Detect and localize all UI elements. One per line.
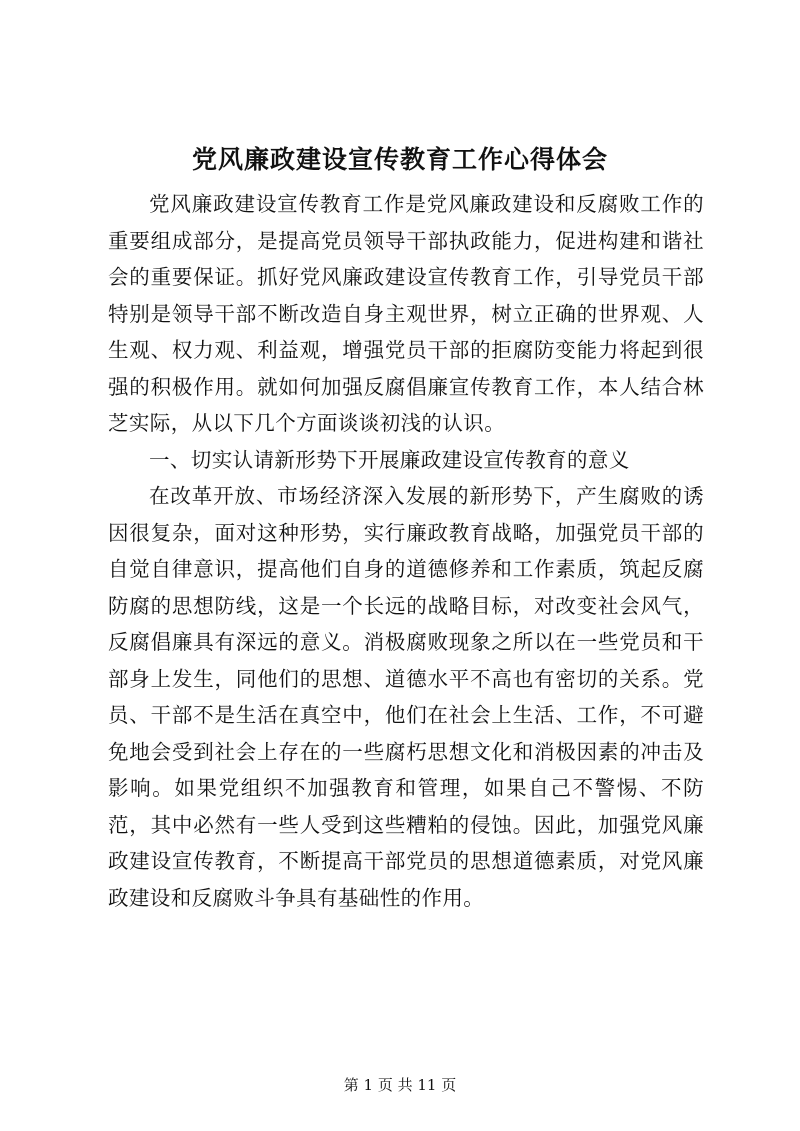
paragraph-intro: 党风廉政建设宣传教育工作是党风廉政建设和反腐败工作的重要组成部分，是提高党员领导干部执政能力，促进构建和谐社会的重要保证。抓好党风廉政建设宣传教育工作，引导党员干部特别是领导干部不断改造自身主观世界，树立正确的世界观、人生观、权力观、利益观，增强党员干部的拒腐防变能力将起到很强的积极作用。就如何加强反腐倡廉宣传教育工作，本人结合林芝实际，从以下几个方面谈谈初浅的认识。	[108, 192, 704, 435]
page-footer: 第 1 页 共 11 页	[343, 1076, 457, 1094]
paragraph-section-1: 在改革开放、市场经济深入发展的新形势下，产生腐败的诱因很复杂，面对这种形势，实行廉政教育战略，加强党员干部的自觉自律意识，提高他们自身的道德修养和工作素质，筑起反腐防腐的思想防线，这是一个长远的战略目标，对改变社会风气，反腐倡廉具有深远的意义。消极腐败现象之所以在一些党员和干部身上发生，同他们的思想、道德水平不高也有密切的关系。党员、干部不是生活在真空中，他们在社会上生活、工作，不可避免地会受到社会上存在的一些腐朽思想文化和消极因素的冲击及影响。如果党组织不加强教育和管理，如果自己不警惕、不防范，其中必然有一些人受到这些糟粕的侵蚀。因此，加强党风廉政建设宣传教育，不断提高干部党员的思想道德素质，对党风廉政建设和反腐败斗争具有基础性的作用。	[108, 484, 704, 910]
section-heading: 一、切实认请新形势下开展廉政建设宣传教育的意义	[149, 447, 630, 472]
document-body	[108, 186, 704, 916]
document-title: 党风廉政建设宣传教育工作心得体会	[191, 145, 608, 174]
